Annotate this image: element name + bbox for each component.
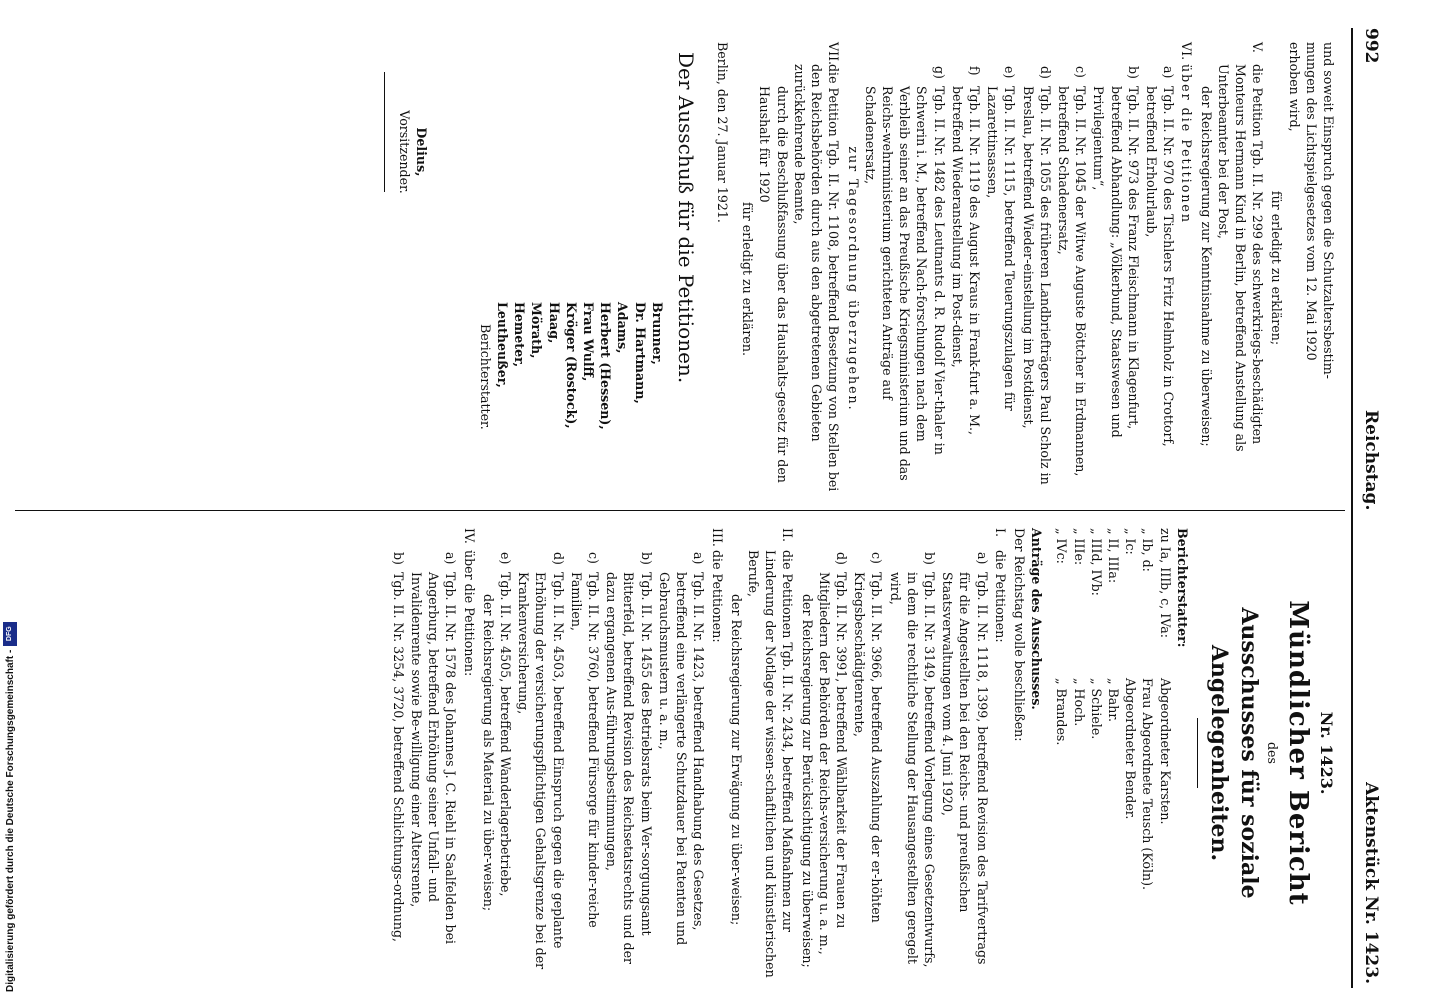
item-text: die Petition Tgb. II. Nr. 299 des schwerkriegs-beschädigten Monteurs Hermann Kind in Berlin, betreffend Anstellung als Unterbeamter bei der Post, bbox=[1215, 64, 1266, 452]
sub-label: c) bbox=[1073, 66, 1089, 78]
sub-text: Tgb. II. Nr. 1055 des früheren Landbriefträgers Paul Scholz in Breslau, betreffend Wieder-einstellung im Postdienst, bbox=[1020, 86, 1053, 485]
sub-text: Tgb. II. Nr. 973 des Franz Fleischmann in Klagenfurt, betreffend Abhandlung: „Völkerbund, Staatswesen und Privilegientum“, bbox=[1091, 86, 1141, 438]
item-label: IV. bbox=[461, 528, 477, 544]
berichterstatter-row bbox=[1122, 528, 1139, 978]
item-text: über die Petitionen: bbox=[461, 550, 477, 677]
ber-name: Abgeordneter Bender. bbox=[1123, 678, 1139, 820]
intro-line: mungen des Lichtspielgesetzes vom 12. Mai 1920 bbox=[1303, 42, 1319, 361]
berichterstatter-list bbox=[1053, 528, 1173, 978]
reporter-name: Herbert (Hessen), bbox=[598, 302, 614, 430]
ber-name: „ Hoch. bbox=[1071, 678, 1087, 727]
reporter-name: Leutheußer, bbox=[495, 302, 511, 388]
item-conclusion: der Reichsregierung zur Kenntnisnahme zu überweisen; bbox=[1198, 86, 1214, 447]
sub-item bbox=[656, 550, 708, 978]
sub-label: b) bbox=[390, 552, 406, 565]
sub-item bbox=[1143, 64, 1177, 494]
column-divider bbox=[15, 510, 1345, 511]
sub-text: Tgb. II. Nr. 970 des Tischlers Fritz Helmholz in Crottorf, betreffend Erholurlaub, bbox=[1143, 86, 1177, 447]
header-title: Reichstag. bbox=[1361, 410, 1381, 511]
ber-name: Frau Abgeordnete Teusch (Köln). bbox=[1140, 678, 1156, 891]
item-vii bbox=[739, 42, 842, 494]
reporter-name: Adams, bbox=[615, 302, 631, 354]
sub-text: Tgb. II. Nr. 1482 des Leutnants d. R. Rudolf Vier-thaler in Schwerin i. M., betreffend Nach-forschungen nach dem Verbleib seiner an das Preußische Kriegsministerium und das Reichs-wehrministerium gerichteten Anträge auf Schadenersatz, bbox=[862, 86, 947, 481]
sub-label: e) bbox=[498, 552, 514, 565]
item-continuation: durch die Beschlußfassung über das Haushalts-gesetz für den Haushalt für 1920 bbox=[757, 86, 790, 483]
sub-item bbox=[408, 550, 460, 978]
sub-item bbox=[851, 550, 885, 978]
item-text: die Petitionen: bbox=[992, 550, 1008, 643]
credit-text: Digitalisierung gefördert durch die Deutsche Forschungsgemeinschaft - bbox=[4, 649, 16, 992]
ber-scope: „ IIId, IVb: bbox=[1088, 528, 1104, 596]
ber-scope: „ Ib, d: bbox=[1140, 528, 1156, 572]
sub-label: b) bbox=[638, 552, 654, 565]
sub-item bbox=[939, 550, 991, 978]
sub-label: a) bbox=[691, 552, 707, 565]
sub-text: Tgb. II. Nr. 3254, 3720, betreffend Schlichtungs-ordnung, bbox=[390, 572, 406, 943]
item-vi bbox=[844, 42, 1195, 494]
sub-item bbox=[949, 64, 983, 494]
berichterstatter-row bbox=[1053, 528, 1070, 978]
ber-scope: „ IVc: bbox=[1054, 528, 1070, 564]
reporter-name: Dr. Hartmann, bbox=[632, 302, 648, 404]
item-text: die Petitionen Tgb. II. Nr. 2434, betreffend Maßnahmen zur Linderung der Notlage der wissen-schaftlichen und künstlerischen Berufe, bbox=[745, 550, 796, 978]
item-v bbox=[1197, 42, 1266, 494]
reporters-list bbox=[384, 262, 665, 494]
sub-text: Tgb. II. Nr. 1045 der Witwe Auguste Böttcher in Erdmannen, betreffend Schadenersatz, bbox=[1055, 86, 1089, 477]
header-rule bbox=[1351, 28, 1353, 988]
sub-text: Tgb. II. Nr. 1455 des Betriebsrats beim Ver-sorgungsamt Bitterfeld, betreffend Revision des Reichsetatsrechts und der dazu ergangenen Aus-führungsbestimmungen, bbox=[604, 572, 654, 965]
committee-title: Der Ausschuß für die Petitionen. bbox=[673, 52, 698, 384]
sub-text: Tgb. II. Nr. 1578 des Johannes J. C. Riehl in Saalfelden bei Angerburg, betreffend Erhöhung seiner Unfall- und Invalidenrente sowie Be-willigung einer Altersrente, bbox=[409, 572, 459, 945]
page-header bbox=[1351, 28, 1385, 988]
date-line: Berlin, den 27. Januar 1921. bbox=[715, 42, 731, 223]
item-label: II. bbox=[780, 528, 796, 542]
sub-item bbox=[390, 550, 407, 978]
document-reference: Aktenstück Nr. 1423. bbox=[1361, 782, 1381, 984]
sub-label: a) bbox=[974, 552, 990, 565]
signature-rule bbox=[384, 72, 385, 192]
sub-item bbox=[497, 550, 514, 978]
berichterstatter-row bbox=[1088, 528, 1105, 978]
item-conclusion: für erledigt zu erklären. bbox=[740, 202, 756, 356]
sub-text: Tgb. II. Nr. 4503, betreffend Einspruch gegen die geplante Erhöhung der versicherungspflichtigen Gehaltsgrenze bei der Krankenversicherung, bbox=[516, 572, 566, 970]
sub-text: Tgb. II. Nr. 3966, betreffend Auszahlung der er-höhten Kriegsbeschädigtenrente, bbox=[852, 572, 885, 923]
title-rule bbox=[1197, 718, 1198, 788]
reporter-name: Hemeter, bbox=[512, 302, 528, 368]
berichterstatter-row bbox=[1139, 528, 1156, 978]
ber-scope: „ Ic: bbox=[1123, 528, 1139, 555]
sub-item bbox=[515, 550, 567, 978]
reporter-name: Frau Wulff, bbox=[581, 302, 597, 382]
reporter-name: Brunner, bbox=[649, 302, 665, 365]
berichterstatter-row bbox=[1156, 528, 1173, 978]
item-ii bbox=[728, 528, 797, 978]
item-i bbox=[798, 528, 1008, 978]
sub-text: Tgb. II. Nr. 1118, 1399, betreffend Revision des Tarifvertrags für die Angestellten bei den Reichs- und preußischen Staatsverwaltungen vom 4. Juni 1920, bbox=[940, 572, 990, 965]
ber-name: „ Schiele. bbox=[1088, 678, 1104, 740]
report-number: Nr. 1423. bbox=[1317, 711, 1336, 795]
sub-label: d) bbox=[1037, 66, 1053, 79]
sub-label: g) bbox=[931, 66, 947, 79]
sub-item bbox=[568, 550, 602, 978]
sub-label: c) bbox=[586, 552, 602, 564]
page-number: 992 bbox=[1361, 28, 1381, 64]
sub-text: Tgb. II. Nr. 1115, betreffend Teuerungszulagen für Lazarettinsassen, bbox=[985, 86, 1018, 411]
ber-scope: „ II, IIIa: bbox=[1105, 528, 1121, 584]
right-column bbox=[390, 528, 1337, 978]
committee-name: Ausschusses für soziale Angelegenheiten. bbox=[1205, 607, 1262, 899]
item-label: V. bbox=[1250, 42, 1266, 53]
sub-item bbox=[984, 64, 1018, 494]
sub-label: d) bbox=[833, 552, 849, 565]
item-conclusion: der Reichsregierung zur Berücksichtigung zu überweisen; bbox=[799, 594, 815, 968]
antraege-intro: Der Reichstag wolle beschließen: bbox=[1011, 528, 1027, 742]
sub-item bbox=[1019, 64, 1053, 494]
sub-label: b) bbox=[921, 552, 937, 565]
reporter-name: Mörath, bbox=[529, 302, 545, 359]
sub-text: Tgb. II. Nr. 4505, betreffend Wanderlagerbetriebe, bbox=[498, 572, 514, 897]
rotated-document-page bbox=[0, 28, 1385, 988]
intro-conclusion: für erledigt zu erklären; bbox=[1269, 190, 1285, 346]
digitization-credit bbox=[2, 2, 18, 992]
sub-label: d) bbox=[550, 552, 566, 565]
chair-role: Vorsitzender. bbox=[396, 110, 412, 194]
sub-item bbox=[1055, 64, 1089, 494]
left-column bbox=[384, 42, 1337, 494]
sub-item bbox=[603, 550, 655, 978]
reporter-name: Haag, bbox=[546, 302, 562, 344]
dfg-logo: DFG bbox=[3, 622, 17, 646]
antraege-heading: Anträge des Ausschusses. bbox=[1029, 528, 1045, 710]
signature-block bbox=[384, 42, 665, 494]
item-label: III. bbox=[709, 528, 725, 547]
title-connector: des bbox=[1265, 742, 1280, 764]
berichterstatter-heading: Berichterstatter: bbox=[1174, 528, 1190, 648]
item-text: über die Petitionen bbox=[1179, 64, 1195, 224]
sub-label: a) bbox=[443, 552, 459, 565]
item-text: die Petition Tgb. II. Nr. 1108, betreffend Besetzung von Stellen bei den Reichsbehörden durch aus den abgetretenen Gebieten zurückkehrende Beamte, bbox=[791, 64, 842, 492]
item-text: die Petitionen: bbox=[709, 550, 725, 643]
sub-item bbox=[886, 550, 938, 978]
intro-line: erhoben wird, bbox=[1286, 42, 1302, 132]
sub-text: Tgb. II. Nr. 1119 des August Kraus in Frank-furt a. M., betreffend Wiederanstellung im Post-dienst, bbox=[949, 86, 982, 436]
reporter-name: Kröger (Rostock), bbox=[563, 302, 579, 429]
chair-name: Delius, bbox=[413, 127, 429, 177]
item-label: I. bbox=[992, 528, 1008, 537]
berichterstatter-row bbox=[1105, 528, 1122, 978]
sub-label: f) bbox=[966, 66, 982, 76]
sub-item bbox=[862, 64, 948, 494]
sub-label: c) bbox=[869, 552, 885, 564]
sub-item bbox=[1090, 64, 1142, 494]
sub-item bbox=[816, 550, 850, 978]
item-label: VII. bbox=[826, 42, 842, 66]
ber-name: „ Bahr. bbox=[1105, 678, 1121, 723]
item-conclusion: der Reichsregierung zur Erwägung zu über-weisen; bbox=[728, 594, 744, 926]
chair-signature bbox=[384, 42, 665, 262]
sub-text: Tgb. II. Nr. 3149, betreffend Vorlegung eines Gesetzentwurfs, in dem die rechtliche Stellung der Hausangestellten geregelt wird, bbox=[887, 572, 937, 968]
item-label: VI. bbox=[1179, 42, 1195, 61]
sub-label: e) bbox=[1002, 66, 1018, 79]
item-conclusion: zur Tagesordnung überzugehen. bbox=[845, 146, 861, 412]
sub-text: Tgb. II. Nr. 3760, betreffend Fürsorge für kinder-reiche Familien, bbox=[568, 572, 602, 928]
sub-text: Tgb. II. Nr. 1423, betreffend Handhabung des Gesetzes, betreffend eine verlängerte Schutzdauer bei Patenten und Gebrauchsmustern u. a. m., bbox=[656, 572, 707, 946]
ber-name: Abgeordneter Karsten. bbox=[1157, 678, 1173, 825]
report-title: Mündlicher Bericht bbox=[1283, 600, 1313, 906]
berichterstatter-row bbox=[1070, 528, 1087, 978]
intro-line: und soweit Einspruch gegen die Schutzaltersbestim- bbox=[1321, 42, 1336, 379]
item-iii bbox=[480, 528, 726, 978]
item-conclusion: der Reichsregierung als Material zu über-weisen; bbox=[480, 594, 496, 912]
ber-scope: „ IIIe: bbox=[1071, 528, 1087, 566]
reporters-role: Berichterstatter. bbox=[477, 324, 493, 430]
sub-label: a) bbox=[1161, 66, 1177, 79]
sub-text: Tgb. II. Nr. 3991, betreffend Wählbarkeit der Frauen zu Mitgliedern der Behörden der Reichs-versicherung u. a. m., bbox=[816, 572, 849, 955]
sub-label: b) bbox=[1125, 66, 1141, 79]
item-iv bbox=[390, 528, 478, 978]
ber-name: „ Brandes. bbox=[1054, 678, 1070, 746]
ber-scope: zu Ia, IIIb, c, IVa: bbox=[1157, 528, 1173, 638]
